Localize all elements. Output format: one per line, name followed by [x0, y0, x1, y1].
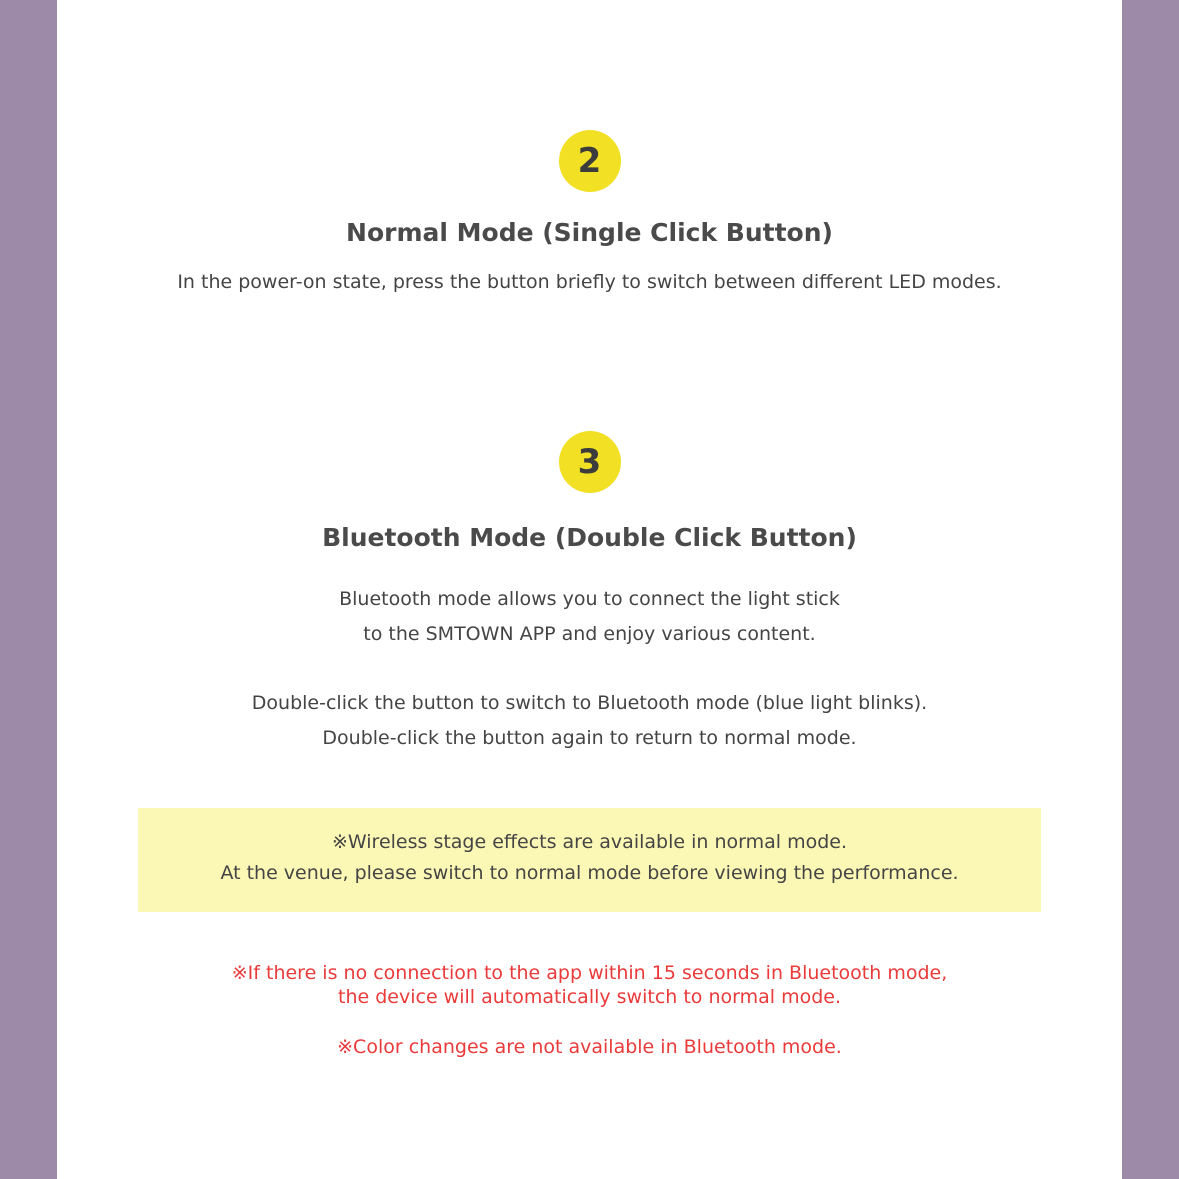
- bluetooth-description-line: Bluetooth mode allows you to connect the light stick: [339, 588, 840, 610]
- notice-line: At the venue, please switch to normal mode before viewing the performance.: [220, 862, 959, 884]
- bluetooth-instruction-line: Double-click the button to switch to Bluetooth mode (blue light blinks).: [251, 692, 928, 714]
- bluetooth-description-line: to the SMTOWN APP and enjoy various content.: [363, 623, 816, 645]
- normal-mode-notice-box: [138, 808, 1041, 912]
- color-warning-line: ※Color changes are not available in Bluetooth mode.: [337, 1036, 842, 1058]
- normal-mode-description: In the power-on state, press the button briefly to switch between different LED modes.: [177, 271, 1002, 293]
- notice-line: ※Wireless stage effects are available in normal mode.: [331, 831, 847, 853]
- step-2-badge: 2: [559, 130, 621, 192]
- timeout-warning-line: ※If there is no connection to the app within 15 seconds in Bluetooth mode,: [231, 962, 948, 984]
- timeout-warning-line: the device will automatically switch to normal mode.: [338, 986, 841, 1008]
- bluetooth-mode-title: Bluetooth Mode (Double Click Button): [322, 523, 857, 552]
- content-panel: [57, 0, 1122, 1179]
- bluetooth-instruction-line: Double-click the button again to return to normal mode.: [322, 727, 857, 749]
- step-3-badge: 3: [559, 431, 621, 493]
- normal-mode-title: Normal Mode (Single Click Button): [346, 218, 833, 247]
